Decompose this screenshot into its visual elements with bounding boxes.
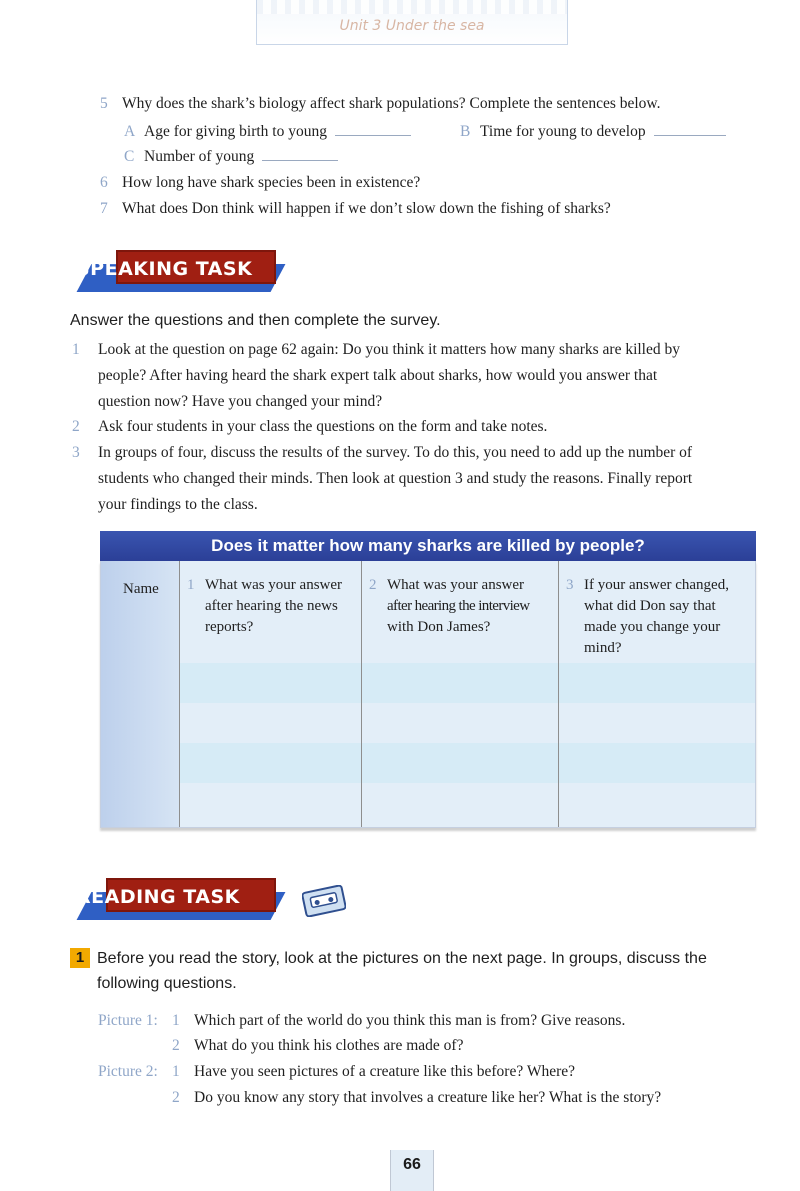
running-header	[256, 0, 568, 45]
picture-1-question-1	[172, 1012, 625, 1030]
name-header: Name	[123, 581, 159, 597]
column-divider	[179, 561, 180, 827]
reading-question-1	[70, 946, 770, 996]
header-line: after hearing the news	[205, 598, 338, 614]
item-line: Look at the question on page 62 again: Do you think it matters how many sharks are killed by	[98, 341, 680, 358]
question-number-badge: 1	[70, 948, 90, 968]
item-line: In groups of four, discuss the results of the survey. To do this, you need to add up the number of	[98, 444, 693, 461]
speaking-item-3	[70, 440, 760, 518]
reading-task-banner	[70, 878, 280, 920]
question-5	[100, 95, 661, 113]
question-6	[100, 174, 420, 192]
survey-body	[100, 561, 756, 828]
item-number: 1	[72, 341, 80, 358]
answer-blank[interactable]	[654, 123, 726, 136]
picture-2-label: Picture 2:	[98, 1063, 158, 1080]
question-line: following questions.	[97, 975, 237, 992]
page-number-tab	[390, 1150, 434, 1191]
survey-form	[100, 531, 756, 831]
option-text: Time for young to develop	[480, 123, 646, 140]
speaking-intro: Answer the questions and then complete the survey.	[70, 312, 441, 329]
picture-1-label: Picture 1:	[98, 1012, 158, 1029]
column-number: 2	[369, 577, 377, 593]
answer-blank[interactable]	[335, 123, 411, 136]
header-line: what did Don say that	[584, 598, 716, 614]
picture-2-question-1	[172, 1063, 575, 1081]
survey-title: Does it matter how many sharks are killed by people?	[100, 531, 756, 561]
header-line: What was your answer	[205, 577, 343, 593]
question-number: 2	[172, 1037, 180, 1054]
column-divider	[361, 561, 362, 827]
speaking-task-banner	[70, 250, 280, 292]
option-letter: A	[124, 123, 136, 140]
survey-row[interactable]	[101, 743, 755, 783]
question-text: What does Don think will happen if we don’t slow down the fishing of sharks?	[122, 200, 611, 217]
header-decoration	[257, 0, 567, 14]
banner-title: SPEAKING TASK	[76, 258, 253, 280]
column-divider	[558, 561, 559, 827]
picture-1-question-2	[172, 1037, 463, 1055]
header-line: with Don James?	[387, 619, 491, 635]
question-text: Have you seen pictures of a creature like this before? Where?	[194, 1063, 575, 1080]
question-text: Do you know any story that involves a creature like her? What is the story?	[194, 1089, 662, 1106]
banner-title: READING TASK	[76, 886, 240, 908]
question-text: What do you think his clothes are made of?	[194, 1037, 464, 1054]
question-7	[100, 200, 611, 218]
cassette-icon	[302, 885, 346, 917]
question-number: 1	[172, 1063, 180, 1080]
question-number: 6	[100, 174, 108, 191]
unit-title: Unit 3 Under the sea	[339, 18, 485, 34]
column-number: 1	[187, 577, 195, 593]
answer-blank[interactable]	[262, 148, 338, 161]
header-line: made you change your	[584, 619, 721, 635]
option-letter: B	[460, 123, 471, 140]
header-line: reports?	[205, 619, 254, 635]
item-line: students who changed their minds. Then look at question 3 and study the reasons. Finally report	[98, 470, 693, 487]
option-text: Age for giving birth to young	[144, 123, 327, 140]
speaking-item-2	[70, 414, 760, 440]
option-letter: C	[124, 148, 135, 165]
header-line: mind?	[584, 640, 622, 656]
item-number: 2	[72, 418, 80, 435]
item-number: 3	[72, 444, 80, 461]
option-c	[124, 148, 338, 166]
picture-2-question-2	[172, 1089, 661, 1107]
question-number: 2	[172, 1089, 180, 1106]
question-number: 7	[100, 200, 108, 217]
speaking-item-1	[70, 337, 760, 415]
item-line: people? After having heard the shark expert talk about sharks, how would you answer that	[98, 367, 658, 384]
survey-row[interactable]	[101, 663, 755, 703]
option-text: Number of young	[144, 148, 255, 165]
option-a	[124, 123, 411, 141]
name-column	[101, 561, 179, 827]
question-text: Which part of the world do you think this man is from? Give reasons.	[194, 1012, 626, 1029]
header-line: after hearing the interview	[387, 598, 530, 614]
item-line: question now? Have you changed your mind?	[98, 393, 383, 410]
item-line: your findings to the class.	[98, 496, 258, 513]
question-text: How long have shark species been in existence?	[122, 174, 421, 191]
column-number: 3	[566, 577, 574, 593]
page-number: 66	[403, 1156, 421, 1173]
header-line: What was your answer	[387, 577, 525, 593]
question-line: Before you read the story, look at the pictures on the next page. In groups, discuss the	[97, 950, 707, 967]
question-number: 5	[100, 95, 108, 112]
option-b	[460, 123, 726, 141]
question-number: 1	[172, 1012, 180, 1029]
item-line: Ask four students in your class the questions on the form and take notes.	[98, 418, 548, 435]
question-text: Why does the shark’s biology affect shark populations? Complete the sentences below.	[122, 95, 661, 112]
header-line: If your answer changed,	[584, 577, 729, 593]
